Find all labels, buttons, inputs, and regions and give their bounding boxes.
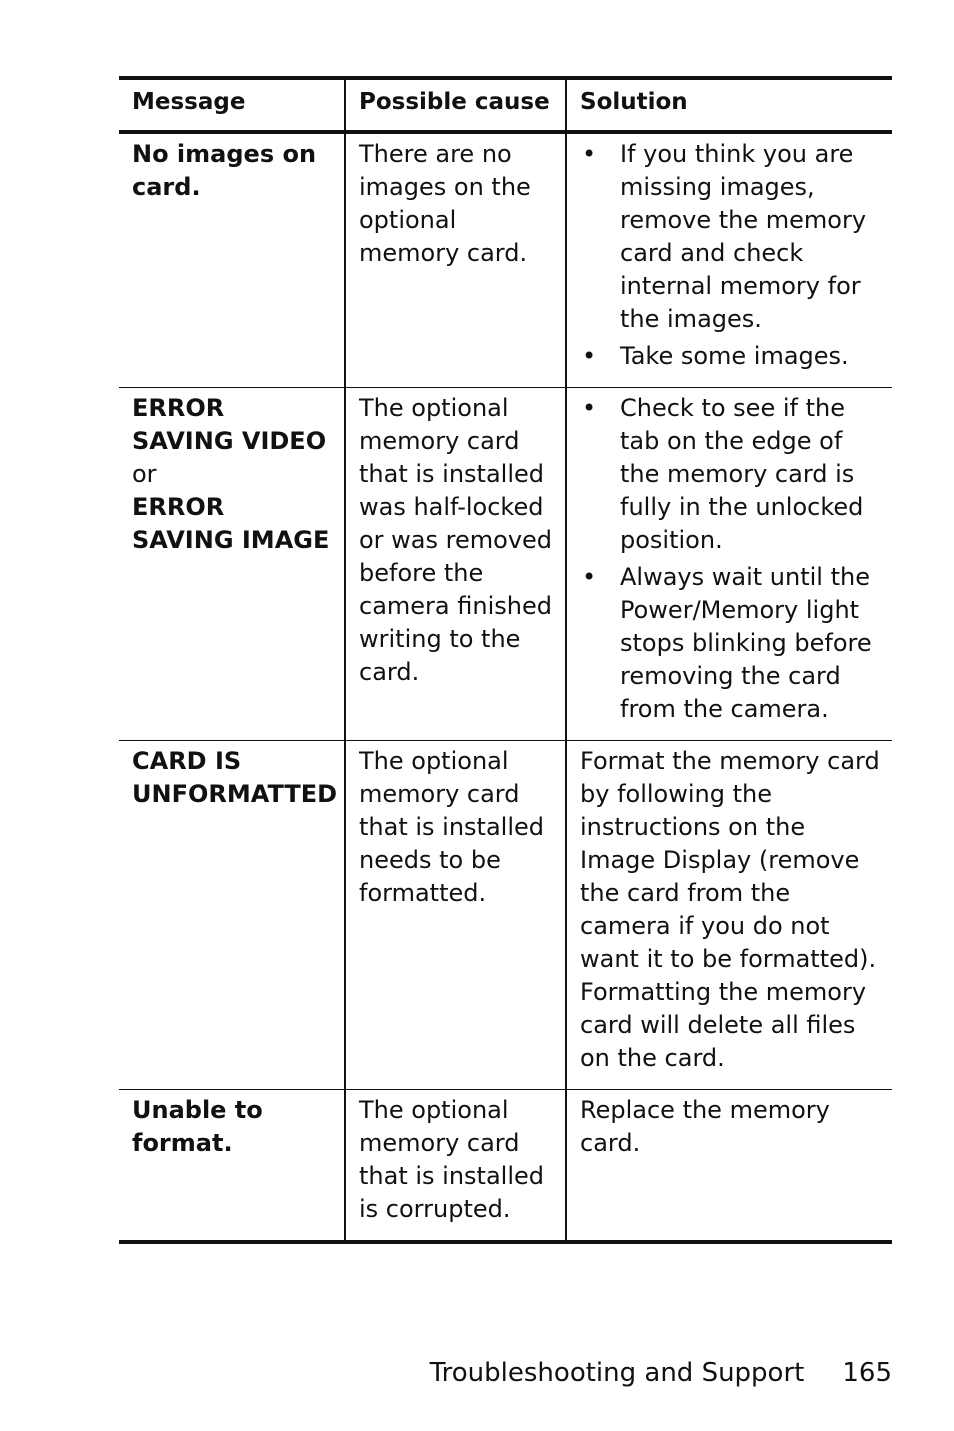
solution-item-text: If you think you are missing images, remove the memory card and check internal memory for the images. <box>620 140 867 333</box>
table-row <box>119 1090 892 1243</box>
message-connector: or <box>132 460 157 488</box>
table-row <box>119 132 892 388</box>
page-number: 165 <box>842 1358 892 1388</box>
header-solution: Solution <box>566 78 892 132</box>
bullet-icon: • <box>582 140 597 168</box>
table-row <box>119 388 892 741</box>
solution-cell: Format the memory card by following the instructions on the Image Display (remove the card from the camera if you do not want it to be formatted). Formatting the memory card will delete all files on the card. <box>566 741 892 1090</box>
solution-item <box>582 138 882 336</box>
troubleshooting-table <box>119 76 892 1244</box>
solution-cell <box>566 388 892 741</box>
solution-item-text: Check to see if the tab on the edge of the memory card is fully in the unlocked position. <box>620 394 864 554</box>
footer-section-title: Troubleshooting and Support <box>429 1358 805 1388</box>
bullet-icon: • <box>582 563 597 591</box>
header-message: Message <box>132 89 246 115</box>
message-text: No images on card. <box>132 140 317 201</box>
cause-cell: There are no images on the optional memory card. <box>345 132 566 388</box>
table-row <box>119 741 892 1090</box>
solution-item <box>582 561 882 726</box>
header-possible-cause: Possible cause <box>345 78 566 132</box>
message-cell <box>119 1090 345 1243</box>
solution-item-text: Always wait until the Power/Memory light stops blinking before removing the card from the camera. <box>620 563 872 723</box>
message-text: CARD IS UNFORMATTED <box>132 747 338 808</box>
message-cell <box>119 741 345 1090</box>
table-header-row <box>119 78 892 132</box>
solution-cell: Replace the memory card. <box>566 1090 892 1243</box>
bullet-icon: • <box>582 394 597 422</box>
cause-cell: The optional memory card that is installed needs to be formatted. <box>345 741 566 1090</box>
bullet-icon: • <box>582 342 597 370</box>
solution-item-text: Take some images. <box>620 342 849 370</box>
cause-cell: The optional memory card that is installed is corrupted. <box>345 1090 566 1243</box>
solution-item <box>582 340 882 373</box>
message-cell <box>119 132 345 388</box>
solution-item <box>582 392 882 557</box>
solution-list <box>580 138 882 373</box>
message-text: ERROR SAVING VIDEO <box>132 394 327 455</box>
page-footer <box>0 1356 892 1390</box>
solution-cell <box>566 132 892 388</box>
message-text: ERROR SAVING IMAGE <box>132 493 330 554</box>
solution-list <box>580 392 882 726</box>
message-text: Unable to format. <box>132 1096 263 1157</box>
cause-cell: The optional memory card that is installed was half-locked or was removed before the camera finished writing to the card. <box>345 388 566 741</box>
message-cell <box>119 388 345 741</box>
